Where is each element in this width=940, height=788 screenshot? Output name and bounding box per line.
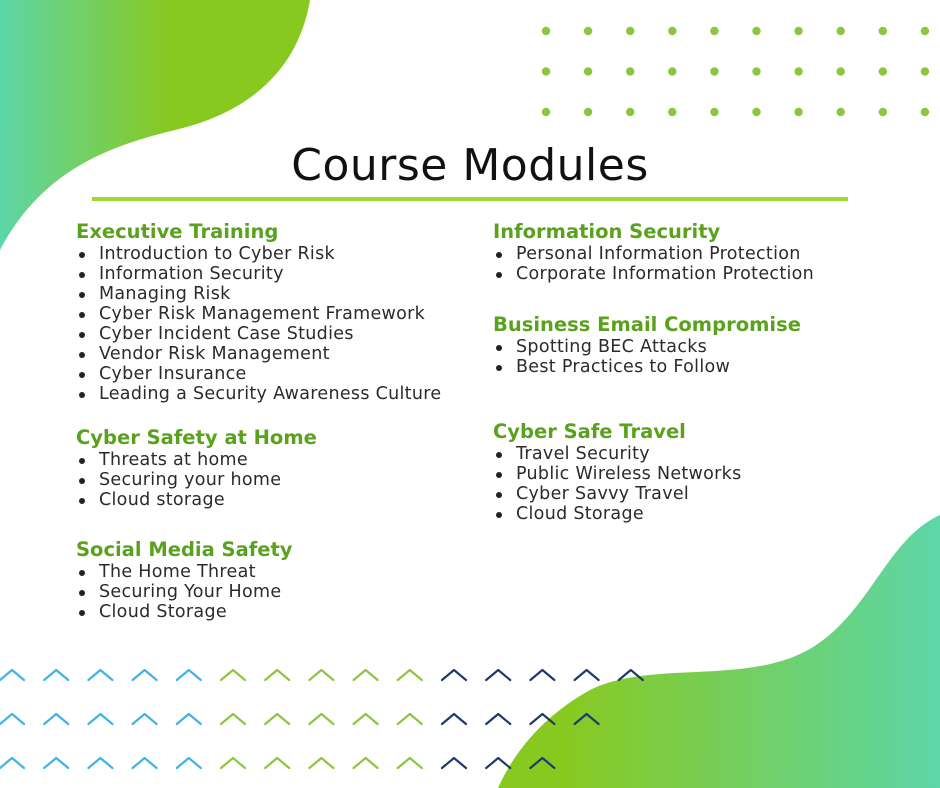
list-item-label: Cloud storage: [99, 490, 225, 510]
list-item: [76, 450, 476, 470]
list-item-label: Introduction to Cyber Risk: [99, 244, 335, 264]
bullet-icon: [79, 332, 85, 338]
chevron-up-icon: [177, 670, 201, 680]
title-underline: [92, 197, 848, 201]
chevron-up-icon: [0, 758, 24, 768]
chevron-up-icon: [530, 670, 554, 680]
chevron-up-icon: [442, 670, 466, 680]
chevron-up-icon: [486, 670, 510, 680]
list-item-label: Leading a Security Awareness Culture: [99, 384, 442, 404]
bullet-icon: [496, 252, 502, 258]
top-left-blob: [0, 0, 310, 250]
list-item: [493, 244, 893, 264]
decorative-dot: [794, 108, 802, 116]
list-item-label: Spotting BEC Attacks: [516, 337, 708, 357]
decorative-dot: [584, 67, 592, 75]
spacer: [76, 404, 476, 426]
chevron-up-icon: [265, 758, 289, 768]
list-item-label: Vendor Risk Management: [99, 344, 330, 364]
list-item-label: Public Wireless Networks: [516, 464, 742, 484]
decorative-dot: [626, 27, 634, 35]
module-heading: Business Email Compromise: [493, 313, 801, 336]
bullet-icon: [496, 365, 502, 371]
chevron-up-icon: [221, 758, 245, 768]
module-heading: Cyber Safety at Home: [76, 426, 317, 449]
list-item: [76, 384, 476, 404]
list-item: [76, 324, 476, 344]
decorative-dot: [626, 108, 634, 116]
chevron-up-icon: [442, 758, 466, 768]
decorative-dot: [879, 27, 887, 35]
chevron-up-icon: [88, 670, 112, 680]
list-item-label: The Home Threat: [99, 562, 256, 582]
module-heading: Executive Training: [76, 220, 279, 243]
list-item-label: Securing your home: [99, 470, 282, 490]
chevron-up-icon: [44, 758, 68, 768]
list-item-label: Cloud Storage: [516, 504, 644, 524]
list-item-label: Cyber Savvy Travel: [516, 484, 690, 504]
list-item: [493, 484, 893, 504]
bullet-icon: [496, 452, 502, 458]
chevron-up-icon: [486, 758, 510, 768]
list-item-label: Travel Security: [516, 444, 650, 464]
chevron-up-icon: [354, 758, 378, 768]
decorative-dot: [879, 108, 887, 116]
chevron-up-icon: [88, 714, 112, 724]
list-item-label: Managing Risk: [99, 284, 231, 304]
list-item-label: Cyber Incident Case Studies: [99, 324, 354, 344]
bullet-icon: [79, 292, 85, 298]
chevron-up-icon: [177, 714, 201, 724]
chevron-up-icon: [442, 714, 466, 724]
list-item: [76, 304, 476, 324]
chevron-up-icon: [44, 670, 68, 680]
bullet-icon: [496, 345, 502, 351]
decorative-dot: [584, 27, 592, 35]
list-item-label: Cloud Storage: [99, 602, 227, 622]
decorative-dot: [542, 27, 550, 35]
list-item-label: Corporate Information Protection: [516, 264, 815, 284]
module-heading: Information Security: [493, 220, 721, 243]
chevron-up-icon: [0, 714, 24, 724]
decorative-dot: [921, 27, 929, 35]
bullet-icon: [79, 372, 85, 378]
module-business-email-compromise: [493, 313, 893, 377]
chevron-up-icon: [265, 670, 289, 680]
list-item: [493, 464, 893, 484]
bullet-icon: [496, 512, 502, 518]
decorative-dot: [752, 67, 760, 75]
dot-grid: [542, 27, 929, 116]
list-item: [76, 344, 476, 364]
decorative-dot: [710, 67, 718, 75]
spacer: [76, 510, 476, 538]
module-list: [76, 562, 476, 622]
decorative-dot: [921, 67, 929, 75]
bullet-icon: [79, 610, 85, 616]
decorative-dot: [837, 108, 845, 116]
module-cyber-safety-at-home: [76, 426, 476, 510]
chevron-up-icon: [354, 670, 378, 680]
bullet-icon: [79, 272, 85, 278]
chevron-up-icon: [398, 670, 422, 680]
module-list: [76, 244, 476, 404]
list-item-label: Information Security: [99, 264, 284, 284]
list-item: [76, 562, 476, 582]
decorative-dot: [921, 108, 929, 116]
chevron-up-icon: [398, 758, 422, 768]
decorative-dot: [584, 108, 592, 116]
list-item: [76, 264, 476, 284]
decorative-dot: [837, 27, 845, 35]
list-item: [76, 470, 476, 490]
module-list: [493, 444, 893, 524]
decorative-dot: [752, 27, 760, 35]
decorative-dot: [794, 67, 802, 75]
spacer: [493, 377, 893, 420]
list-item: [493, 357, 893, 377]
chevron-up-icon: [354, 714, 378, 724]
decorative-dot: [626, 67, 634, 75]
chevron-up-icon: [265, 714, 289, 724]
left-column: [76, 220, 476, 622]
list-item: [493, 444, 893, 464]
list-item-label: Personal Information Protection: [516, 244, 801, 264]
decorative-dot: [752, 108, 760, 116]
list-item: [76, 364, 476, 384]
module-list: [493, 337, 893, 377]
chevron-up-icon: [575, 670, 599, 680]
bullet-icon: [79, 498, 85, 504]
list-item: [493, 264, 893, 284]
bullet-icon: [79, 392, 85, 398]
decorative-dot: [668, 67, 676, 75]
decorative-dot: [837, 67, 845, 75]
bullet-icon: [79, 478, 85, 484]
bullet-icon: [496, 492, 502, 498]
module-cyber-safe-travel: [493, 420, 893, 524]
list-item: [76, 244, 476, 264]
chevron-up-icon: [88, 758, 112, 768]
module-information-security: [493, 220, 893, 284]
chevron-up-icon: [309, 758, 333, 768]
list-item: [493, 504, 893, 524]
list-item-label: Threats at home: [99, 450, 248, 470]
bullet-icon: [79, 352, 85, 358]
chevron-up-icon: [309, 670, 333, 680]
chevron-up-icon: [44, 714, 68, 724]
bullet-icon: [79, 312, 85, 318]
list-item: [76, 284, 476, 304]
chevron-up-icon: [309, 714, 333, 724]
bullet-icon: [79, 458, 85, 464]
decorative-dot: [542, 67, 550, 75]
list-item: [76, 602, 476, 622]
decorative-dot: [668, 27, 676, 35]
list-item-label: Cyber Risk Management Framework: [99, 304, 426, 324]
bullet-icon: [496, 472, 502, 478]
module-list: [493, 244, 893, 284]
module-list: [76, 450, 476, 510]
chevron-up-icon: [133, 714, 157, 724]
list-item: [76, 582, 476, 602]
spacer: [493, 284, 893, 313]
chevron-up-icon: [398, 714, 422, 724]
page-title: Course Modules: [291, 140, 649, 191]
bottom-right-blob: [498, 515, 940, 788]
module-heading: Social Media Safety: [76, 538, 293, 561]
module-social-media-safety: [76, 538, 476, 622]
chevron-up-icon: [486, 714, 510, 724]
chevron-up-icon: [133, 670, 157, 680]
bullet-icon: [79, 252, 85, 258]
bullet-icon: [496, 272, 502, 278]
list-item-label: Best Practices to Follow: [516, 357, 731, 377]
decorative-dot: [879, 67, 887, 75]
decorative-dot: [710, 27, 718, 35]
chevron-up-icon: [177, 758, 201, 768]
right-column: [493, 220, 893, 524]
list-item: [493, 337, 893, 357]
chevron-up-icon: [133, 758, 157, 768]
bullet-icon: [79, 590, 85, 596]
list-item-label: Securing Your Home: [99, 582, 282, 602]
decorative-dot: [668, 108, 676, 116]
decorative-dot: [542, 108, 550, 116]
bullet-icon: [79, 570, 85, 576]
decorative-dot: [794, 27, 802, 35]
module-heading: Cyber Safe Travel: [493, 420, 686, 443]
chevron-up-icon: [221, 714, 245, 724]
list-item: [76, 490, 476, 510]
decorative-dot: [710, 108, 718, 116]
chevron-up-icon: [0, 670, 24, 680]
chevron-up-icon: [221, 670, 245, 680]
module-executive-training: [76, 220, 476, 404]
list-item-label: Cyber Insurance: [99, 364, 247, 384]
